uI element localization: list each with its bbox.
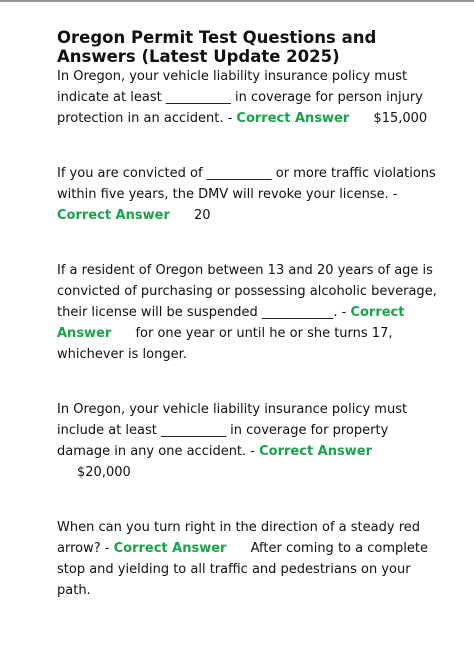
document-title: Oregon Permit Test Questions and Answers (Latest Update 2025)	[57, 28, 377, 66]
qa-item-4	[57, 399, 437, 483]
question-text: When can you turn right in the direction of a steady red arrow? -	[57, 520, 421, 556]
answer-text: After coming to a complete stop and yielding to all traffic and pedestrians on your path.	[57, 541, 428, 598]
correct-answer-label: Correct Answer	[236, 111, 350, 126]
answer-text: $15,000	[373, 111, 428, 126]
correct-answer-label: Correct Answer	[113, 541, 227, 556]
correct-answer-label: Correct Answer	[259, 444, 372, 459]
question-text: If you are convicted of __________ or more traffic violations within five years, the DMV will revoke your license. -	[57, 166, 436, 202]
qa-item-1	[57, 66, 437, 129]
question-text: In Oregon, your vehicle liability insurance policy must indicate at least __________ in coverage for person injury protection in an accident. -	[57, 69, 423, 126]
correct-answer-label: Correct Answer	[57, 208, 170, 223]
answer-text: 20	[194, 208, 211, 223]
qa-item-2	[57, 163, 437, 226]
page-top-rule	[0, 0, 474, 2]
document-body	[57, 28, 437, 601]
answer-text: for one year or until he or she turns 17, whichever is longer.	[57, 326, 393, 362]
answer-text: $20,000	[77, 465, 131, 480]
correct-answer-label: Correct Answer	[57, 305, 405, 341]
qa-item-5	[57, 517, 437, 601]
question-text: If a resident of Oregon between 13 and 20 years of age is convicted of purchasing or possessing alcoholic beverage, their license will be suspended ___________. -	[57, 263, 437, 320]
question-text: In Oregon, your vehicle liability insurance policy must include at least __________ in coverage for property damage in any one accident. -	[57, 402, 408, 459]
qa-item-3	[57, 260, 437, 365]
